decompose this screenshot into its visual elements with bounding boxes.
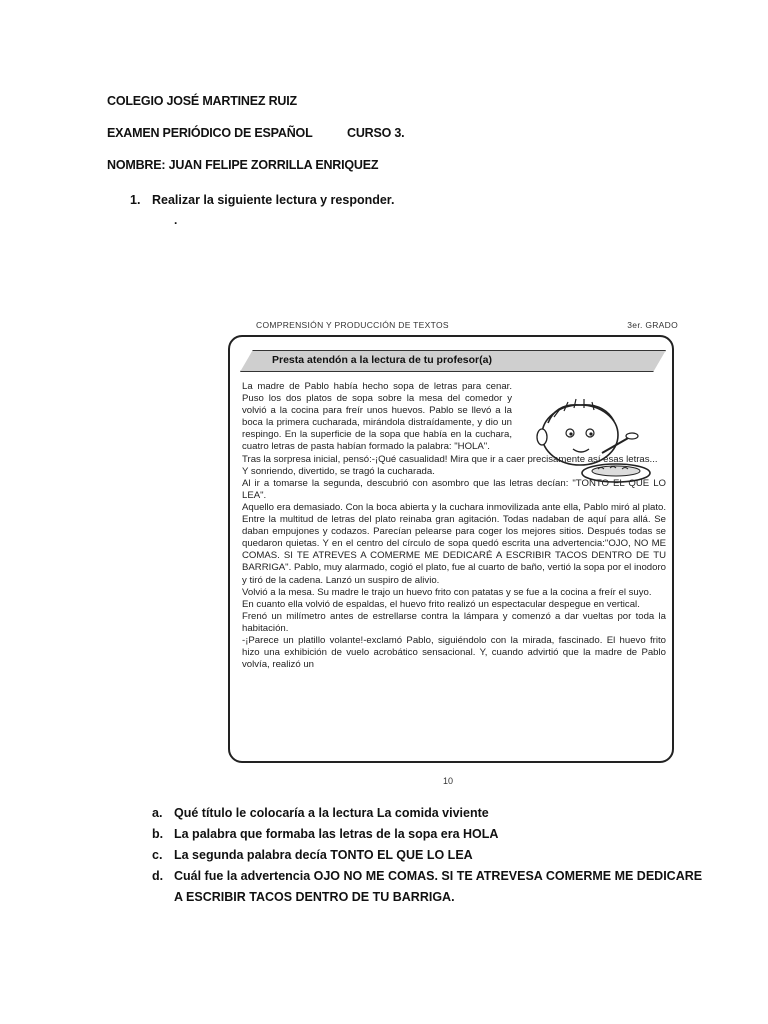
answer-d-continuation: A ESCRIBIR TACOS DENTRO DE TU BARRIGA. <box>174 890 455 904</box>
instruction <box>130 193 394 207</box>
page-number: 10 <box>443 776 454 786</box>
worksheet-grade: 3er. GRADO <box>627 320 678 330</box>
story-paragraph: Aquello era demasiado. Con la boca abierta y la cuchara inmovilizada ante ella, Pablo miró al plato. Entre la multitud de letras del plato reinaba gran agitación. Todas nadaban de aquí para allá. Se daban empujones y codazos. Parecían pelearse para coger los mejores sitios. Después todas se quedaron quietas. Y en el centro del círculo de sopa quedó escrita una advertencia:"OJO, NO ME COMAS. SI TE ATREVES A COMERME ME DEDICARÉ A ESCRIBIR TACOS DENTRO DE TU BARRIGA". Pablo, muy alarmado, cogió el plato, fue al cuarto de baño, vertió la sopa por el inodoro y tiró de la cadena. Lanzó un suspiro de alivio. <box>242 501 666 586</box>
worksheet-frame <box>228 335 674 763</box>
story-paragraph: Frenó un milímetro antes de estrellarse contra la lámpara y comenzó a dar vueltas por toda la habitación. <box>242 610 666 634</box>
answer-a <box>152 806 702 827</box>
answer-text: La segunda palabra decía TONTO EL QUE LO LEA <box>174 848 473 862</box>
answer-label: b. <box>152 827 164 841</box>
instruction-text: Realizar la siguiente lectura y responder. <box>152 193 395 207</box>
answer-label: a. <box>152 806 163 820</box>
student-name: NOMBRE: JUAN FELIPE ZORRILLA ENRIQUEZ <box>107 158 379 172</box>
story-paragraph: Volvió a la mesa. Su madre le trajo un huevo frito con patatas y se fue a la cocina a freír el suyo. <box>242 586 652 598</box>
answer-b <box>152 827 702 848</box>
banner-text: Presta atendón a la lectura de tu profesor(a) <box>272 354 492 366</box>
story-paragraph: Y sonriendo, divertido, se tragó la cucharada. <box>242 465 435 477</box>
answer-text: Qué título le colocaría a la lectura La comida viviente <box>174 806 489 820</box>
answer-text: La palabra que formaba las letras de la sopa era HOLA <box>174 827 499 841</box>
answer-label: d. <box>152 869 164 883</box>
course-label: CURSO 3. <box>347 126 405 140</box>
answer-label: c. <box>152 848 163 862</box>
story-paragraph: Al ir a tomarse la segunda, descubrió con asombro que las letras decían: "TONTO EL QUE LO LEA". <box>242 477 666 501</box>
answer-text: Cuál fue la advertencia OJO NO ME COMAS. SI TE ATREVESA COMERME ME DEDICARE <box>174 869 703 883</box>
stray-dot: . <box>174 213 178 227</box>
story-paragraph: La madre de Pablo había hecho sopa de letras para cenar. Puso los dos platos de sopa sobre la mesa del comedor y volvió a la cocina para freír unos huevos. Pablo se llevó a la boca la primera cucharada, mirándola distraídamente, y dio un respingo. En la superficie de la sopa que había en la cuchara, cuatro letras de pasta habían formado la palabra: "HOLA". <box>242 381 512 453</box>
worksheet-top-title: COMPRENSIÓN Y PRODUCCIÓN DE TEXTOS <box>256 320 449 330</box>
answer-c <box>152 848 702 869</box>
answer-d <box>152 869 702 890</box>
exam-title: EXAMEN PERIÓDICO DE ESPAÑOL <box>107 126 313 140</box>
worksheet-scan <box>224 318 682 792</box>
instruction-number: 1. <box>130 193 141 207</box>
story-text <box>242 381 666 671</box>
school-name: COLEGIO JOSÉ MARTINEZ RUIZ <box>107 94 297 108</box>
story-paragraph: En cuanto ella volvió de espaldas, el huevo frito realizó un espectacular despegue en vertical. <box>242 598 640 610</box>
story-paragraph: Tras la sorpresa inicial, pensó:-¡Qué casualidad! Mira que ir a caer precisamente así esas letras... <box>242 453 658 465</box>
story-paragraph: -¡Parece un platillo volante!-exclamó Pablo, siguiéndolo con la mirada, fascinado. El huevo frito hizo una exhibición de vuelo acrobático sensacional. Y, cuando advirtió que la madre de Pablo volvía, realizó un <box>242 634 666 671</box>
answers-list <box>152 806 702 911</box>
